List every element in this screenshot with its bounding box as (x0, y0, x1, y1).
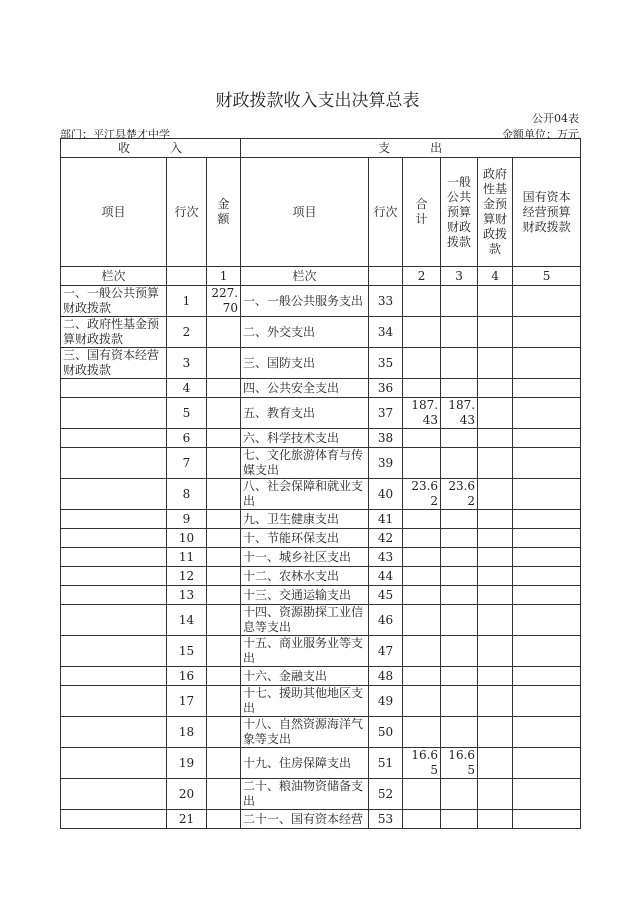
income-row-no-cell: 12 (167, 567, 207, 586)
general-budget-amount-cell (441, 548, 478, 567)
general-budget-amount-cell (441, 317, 478, 348)
fund-budget-amount-cell (478, 479, 513, 510)
general-budget-amount-cell (441, 379, 478, 398)
expense-item-cell: 十九、住房保障支出 (241, 748, 369, 779)
general-budget-amount-cell (441, 567, 478, 586)
fund-budget-amount-cell (478, 348, 513, 379)
department-label: 部门：平江县楚才中学 (60, 128, 170, 141)
expense-item-cell: 三、国防支出 (241, 348, 369, 379)
expense-item-cell: 二、外交支出 (241, 317, 369, 348)
income-row-no-cell: 9 (167, 510, 207, 529)
expense-row-no-cell: 37 (369, 398, 403, 429)
income-amount-cell (207, 605, 241, 636)
column-index-row (61, 267, 581, 286)
income-item-cell: 二、政府性基金预算财政拨款 (61, 317, 167, 348)
expense-total-cell: 187.43 (403, 398, 441, 429)
general-budget-amount-cell: 23.62 (441, 479, 478, 510)
fund-budget-amount-cell (478, 779, 513, 810)
fund-budget-amount-cell (478, 810, 513, 829)
expense-item-cell: 一、一般公共服务支出 (241, 286, 369, 317)
fund-budget-amount-cell (478, 586, 513, 605)
general-budget-amount-cell (441, 510, 478, 529)
general-budget-amount-cell (441, 779, 478, 810)
income-item-cell (61, 548, 167, 567)
income-item-cell (61, 448, 167, 479)
column-index-3: 3 (441, 267, 478, 286)
income-row-no-cell: 4 (167, 379, 207, 398)
income-amount-cell (207, 479, 241, 510)
expense-column-index-label: 栏次 (241, 267, 369, 286)
expense-item-cell: 二十一、国有资本经营 (241, 810, 369, 829)
column-index-label: 栏次 (61, 267, 167, 286)
state-capital-amount-cell (513, 317, 581, 348)
expense-item-cell: 十四、资源勘探工业信息等支出 (241, 605, 369, 636)
fund-budget-header: 政府性基金预算财政拨款 (478, 158, 513, 267)
income-row-no-cell: 18 (167, 717, 207, 748)
expense-row-no-cell: 48 (369, 667, 403, 686)
general-budget-amount-cell (441, 810, 478, 829)
table-row (61, 286, 581, 317)
general-budget-amount-cell (441, 605, 478, 636)
state-capital-amount-cell (513, 779, 581, 810)
amount-unit-label: 金额单位：万元 (502, 128, 579, 141)
state-capital-amount-cell (513, 529, 581, 548)
table-row (61, 779, 581, 810)
column-index-empty (167, 267, 207, 286)
expense-item-header: 项目 (241, 158, 369, 267)
general-budget-amount-cell (441, 529, 478, 548)
table-row (61, 448, 581, 479)
state-capital-amount-cell (513, 810, 581, 829)
state-capital-amount-cell (513, 686, 581, 717)
state-capital-amount-cell (513, 748, 581, 779)
income-amount-cell (207, 379, 241, 398)
general-budget-amount-cell (441, 448, 478, 479)
fund-budget-amount-cell (478, 748, 513, 779)
income-item-cell (61, 667, 167, 686)
column-index-4: 4 (478, 267, 513, 286)
expense-item-cell: 七、文化旅游体育与传媒支出 (241, 448, 369, 479)
income-item-cell (61, 398, 167, 429)
income-item-cell (61, 586, 167, 605)
expense-total-cell (403, 686, 441, 717)
expense-row-no-cell: 50 (369, 717, 403, 748)
fund-budget-amount-cell (478, 548, 513, 567)
general-budget-amount-cell (441, 686, 478, 717)
income-amount-cell (207, 548, 241, 567)
income-row-no-cell: 19 (167, 748, 207, 779)
table-row (61, 686, 581, 717)
expense-total-cell (403, 429, 441, 448)
expense-total-cell (403, 667, 441, 686)
expense-item-cell: 十八、自然资源海洋气象等支出 (241, 717, 369, 748)
state-capital-amount-cell (513, 636, 581, 667)
expense-total-cell (403, 605, 441, 636)
expense-row-no-cell: 51 (369, 748, 403, 779)
fund-budget-amount-cell (478, 605, 513, 636)
state-capital-amount-cell (513, 348, 581, 379)
expense-item-cell: 十七、援助其他地区支出 (241, 686, 369, 717)
fund-budget-amount-cell (478, 717, 513, 748)
fund-budget-amount-cell (478, 379, 513, 398)
expense-total-cell (403, 510, 441, 529)
income-amount-cell: 227.70 (207, 286, 241, 317)
income-header: 收 入 (61, 139, 241, 158)
expense-row-no-cell: 53 (369, 810, 403, 829)
expense-item-cell: 十二、农林水支出 (241, 567, 369, 586)
income-item-cell (61, 479, 167, 510)
expense-total-cell (403, 586, 441, 605)
expense-row-no-cell: 52 (369, 779, 403, 810)
state-capital-amount-cell (513, 667, 581, 686)
state-capital-amount-cell (513, 605, 581, 636)
income-row-no-cell: 15 (167, 636, 207, 667)
income-amount-cell (207, 810, 241, 829)
table-row (61, 586, 581, 605)
general-budget-amount-cell: 187.43 (441, 398, 478, 429)
state-capital-amount-cell (513, 398, 581, 429)
general-budget-amount-cell: 16.65 (441, 748, 478, 779)
header-row-columns (61, 158, 581, 267)
state-capital-amount-cell (513, 286, 581, 317)
table-row (61, 510, 581, 529)
table-row (61, 567, 581, 586)
income-item-cell (61, 529, 167, 548)
expense-total-cell: 16.65 (403, 748, 441, 779)
expense-total-cell (403, 286, 441, 317)
fiscal-summary-table (60, 138, 581, 829)
expense-item-cell: 二十、粮油物资储备支出 (241, 779, 369, 810)
income-amount-cell (207, 529, 241, 548)
fund-budget-amount-cell (478, 510, 513, 529)
fund-budget-amount-cell (478, 317, 513, 348)
table-row (61, 667, 581, 686)
income-amount-cell (207, 686, 241, 717)
table-row (61, 398, 581, 429)
table-row (61, 429, 581, 448)
table-row (61, 605, 581, 636)
income-amount-cell (207, 779, 241, 810)
fund-budget-amount-cell (478, 286, 513, 317)
expense-total-cell (403, 348, 441, 379)
income-item-cell: 一、一般公共预算财政拨款 (61, 286, 167, 317)
expense-total-cell (403, 548, 441, 567)
page-title: 财政拨款收入支出决算总表 (215, 91, 420, 111)
state-capital-amount-cell (513, 429, 581, 448)
fund-budget-amount-cell (478, 567, 513, 586)
expense-total-cell (403, 810, 441, 829)
expense-total-cell (403, 779, 441, 810)
expense-row-no-cell: 49 (369, 686, 403, 717)
expense-row-no-cell: 47 (369, 636, 403, 667)
table-row (61, 717, 581, 748)
fund-budget-amount-cell (478, 686, 513, 717)
income-row-no-cell: 8 (167, 479, 207, 510)
table-row (61, 348, 581, 379)
state-capital-header: 国有资本经营预算财政拨款 (513, 158, 581, 267)
form-number: 公开04表 (532, 112, 579, 125)
state-capital-amount-cell (513, 567, 581, 586)
state-capital-amount-cell (513, 586, 581, 605)
table-row (61, 548, 581, 567)
expense-total-cell (403, 448, 441, 479)
expense-row-no-cell: 45 (369, 586, 403, 605)
table-row (61, 810, 581, 829)
general-budget-header: 一般公共预算财政拨款 (441, 158, 478, 267)
fund-budget-amount-cell (478, 398, 513, 429)
income-item-cell (61, 429, 167, 448)
income-amount-cell (207, 398, 241, 429)
expense-row-no-cell: 35 (369, 348, 403, 379)
general-budget-amount-cell (441, 586, 478, 605)
general-budget-amount-cell (441, 636, 478, 667)
expense-row-no-cell: 40 (369, 479, 403, 510)
fund-budget-amount-cell (478, 429, 513, 448)
income-row-no-cell: 3 (167, 348, 207, 379)
expense-header: 支 出 (241, 139, 581, 158)
income-item-cell (61, 779, 167, 810)
table-row (61, 479, 581, 510)
expense-total-cell: 23.62 (403, 479, 441, 510)
income-row-no-cell: 16 (167, 667, 207, 686)
table-row (61, 379, 581, 398)
income-row-no-header: 行次 (167, 158, 207, 267)
expense-item-cell: 十一、城乡社区支出 (241, 548, 369, 567)
income-row-no-cell: 14 (167, 605, 207, 636)
expense-row-no-cell: 33 (369, 286, 403, 317)
income-item-cell: 三、国有资本经营财政拨款 (61, 348, 167, 379)
income-item-cell (61, 567, 167, 586)
expense-row-no-header: 行次 (369, 158, 403, 267)
state-capital-amount-cell (513, 379, 581, 398)
income-item-cell (61, 605, 167, 636)
income-item-cell (61, 717, 167, 748)
state-capital-amount-cell (513, 448, 581, 479)
expense-total-cell (403, 379, 441, 398)
income-amount-cell (207, 567, 241, 586)
state-capital-amount-cell (513, 479, 581, 510)
table-row (61, 748, 581, 779)
expense-row-no-cell: 38 (369, 429, 403, 448)
expense-total-cell (403, 529, 441, 548)
general-budget-amount-cell (441, 348, 478, 379)
income-item-cell (61, 636, 167, 667)
table-row (61, 529, 581, 548)
table-row (61, 317, 581, 348)
income-row-no-cell: 2 (167, 317, 207, 348)
income-row-no-cell: 1 (167, 286, 207, 317)
expense-item-cell: 五、教育支出 (241, 398, 369, 429)
column-index-5: 5 (513, 267, 581, 286)
expense-item-cell: 九、卫生健康支出 (241, 510, 369, 529)
income-row-no-cell: 20 (167, 779, 207, 810)
state-capital-amount-cell (513, 717, 581, 748)
table-row (61, 636, 581, 667)
expense-row-no-cell: 36 (369, 379, 403, 398)
income-row-no-cell: 5 (167, 398, 207, 429)
expense-item-cell: 四、公共安全支出 (241, 379, 369, 398)
expense-row-no-cell: 46 (369, 605, 403, 636)
income-amount-cell (207, 429, 241, 448)
column-index-empty (369, 267, 403, 286)
income-row-no-cell: 21 (167, 810, 207, 829)
general-budget-amount-cell (441, 667, 478, 686)
expense-row-no-cell: 43 (369, 548, 403, 567)
income-amount-cell (207, 586, 241, 605)
expense-item-cell: 十三、交通运输支出 (241, 586, 369, 605)
income-item-cell (61, 686, 167, 717)
expense-item-cell: 六、科学技术支出 (241, 429, 369, 448)
expense-row-no-cell: 41 (369, 510, 403, 529)
general-budget-amount-cell (441, 717, 478, 748)
total-header: 合计 (403, 158, 441, 267)
income-item-cell (61, 510, 167, 529)
fund-budget-amount-cell (478, 448, 513, 479)
income-amount-cell (207, 510, 241, 529)
fund-budget-amount-cell (478, 636, 513, 667)
general-budget-amount-cell (441, 429, 478, 448)
income-item-cell (61, 379, 167, 398)
income-amount-cell (207, 448, 241, 479)
general-budget-amount-cell (441, 286, 478, 317)
expense-total-cell (403, 567, 441, 586)
header-row-sections (61, 139, 581, 158)
expense-row-no-cell: 34 (369, 317, 403, 348)
expense-item-cell: 十六、金融支出 (241, 667, 369, 686)
fund-budget-amount-cell (478, 529, 513, 548)
income-row-no-cell: 6 (167, 429, 207, 448)
income-amount-header: 金额 (207, 158, 241, 267)
income-item-cell (61, 810, 167, 829)
expense-item-cell: 八、社会保障和就业支出 (241, 479, 369, 510)
income-amount-cell (207, 717, 241, 748)
expense-row-no-cell: 42 (369, 529, 403, 548)
income-row-no-cell: 10 (167, 529, 207, 548)
expense-total-cell (403, 636, 441, 667)
income-amount-cell (207, 748, 241, 779)
expense-row-no-cell: 44 (369, 567, 403, 586)
income-row-no-cell: 7 (167, 448, 207, 479)
income-row-no-cell: 17 (167, 686, 207, 717)
state-capital-amount-cell (513, 510, 581, 529)
income-amount-cell (207, 348, 241, 379)
expense-total-cell (403, 717, 441, 748)
expense-total-cell (403, 317, 441, 348)
income-item-cell (61, 748, 167, 779)
income-amount-cell (207, 667, 241, 686)
column-index-2: 2 (403, 267, 441, 286)
state-capital-amount-cell (513, 548, 581, 567)
expense-item-cell: 十五、商业服务业等支出 (241, 636, 369, 667)
income-item-header: 项目 (61, 158, 167, 267)
expense-item-cell: 十、节能环保支出 (241, 529, 369, 548)
column-index-1: 1 (207, 267, 241, 286)
fund-budget-amount-cell (478, 667, 513, 686)
expense-row-no-cell: 39 (369, 448, 403, 479)
income-row-no-cell: 13 (167, 586, 207, 605)
income-amount-cell (207, 317, 241, 348)
income-amount-cell (207, 636, 241, 667)
income-row-no-cell: 11 (167, 548, 207, 567)
